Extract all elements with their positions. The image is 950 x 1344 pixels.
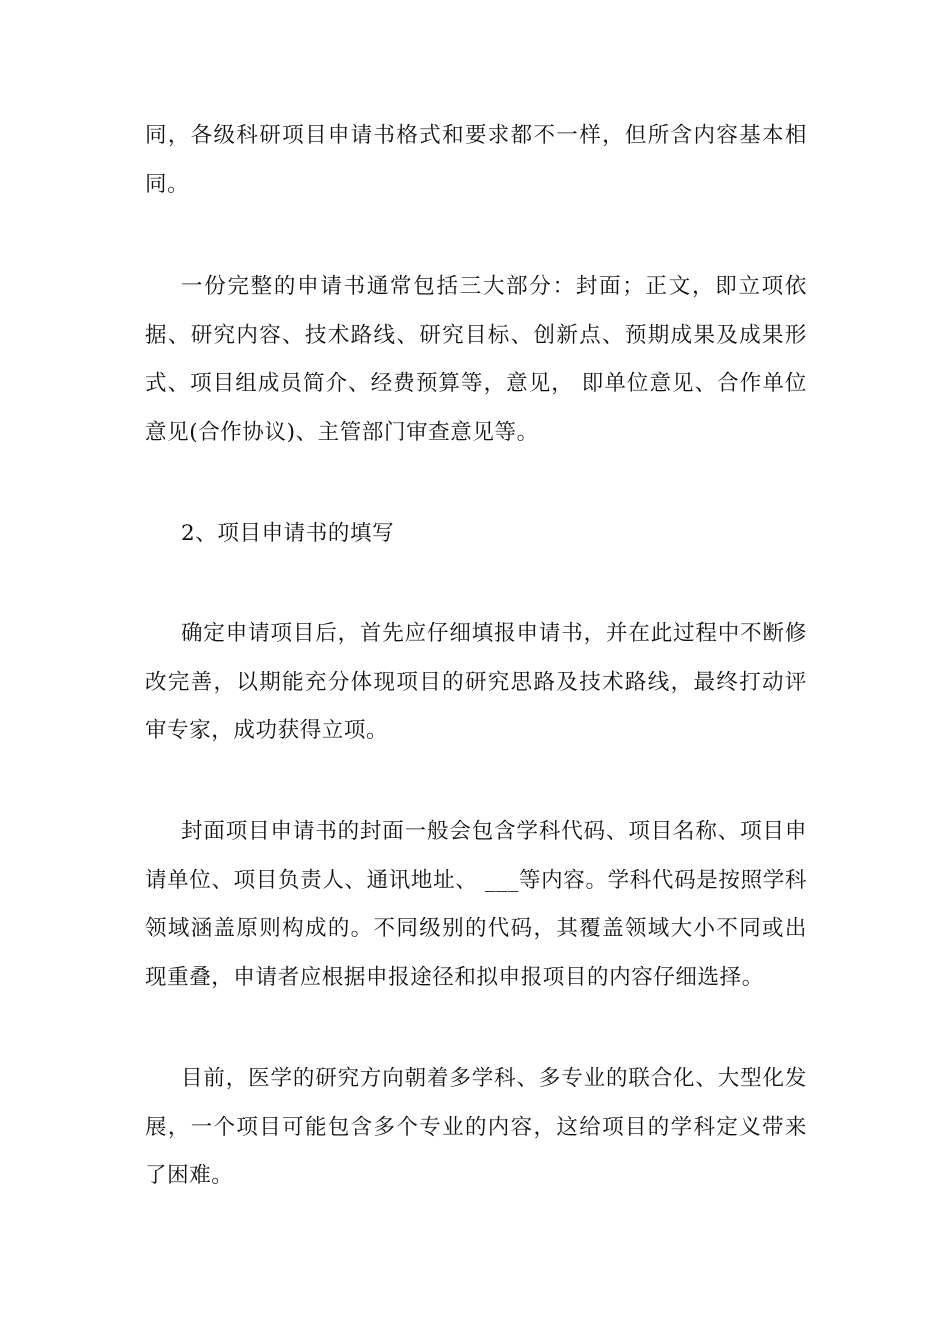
- paragraph-cover-page: 封面项目申请书的封面一般会包含学科代码、项目名称、项目申请单位、项目负责人、通讯地址、 ___等内容。学科代码是按照学科领域涵盖原则构成的。不同级别的代码，其覆盖领域大小不同或出现重叠，申请者应根据申报途径和拟申报项目的内容仔细选择。: [145, 819, 807, 990]
- paragraph-application-structure: 一份完整的申请书通常包括三大部分：封面；正文，即立项依据、研究内容、技术路线、研究目标、创新点、预期成果及成果形式、项目组成员简介、经费预算等，意见， 即单位意见、合作单位意见(合作协议)、主管部门审查意见等。: [145, 274, 807, 445]
- paragraph-continuation: 同，各级科研项目申请书格式和要求都不一样，但所含内容基本相同。: [145, 123, 807, 197]
- paragraph-multidisciplinary: 目前，医学的研究方向朝着多学科、多专业的联合化、大型化发展，一个项目可能包含多个专业的内容，这给项目的学科定义带来了困难。: [145, 1066, 807, 1188]
- section-heading: 2、项目申请书的填写: [181, 521, 395, 546]
- paragraph-filling-process: 确定申请项目后，首先应仔细填报申请书，并在此过程中不断修改完善，以期能充分体现项目的研究思路及技术路线，最终打动评审专家，成功获得立项。: [145, 621, 807, 743]
